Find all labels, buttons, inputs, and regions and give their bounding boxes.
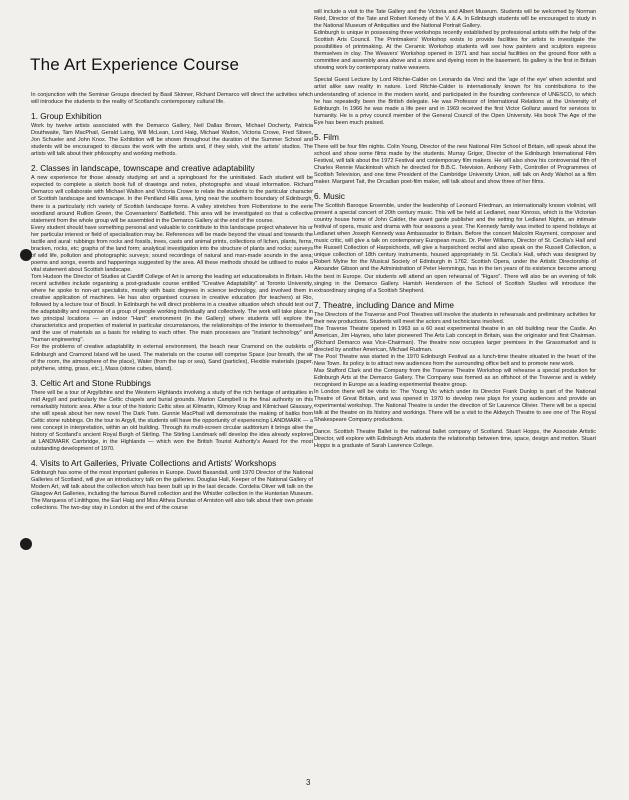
theatre-text-3: The Pool Theatre was started in the 1970 Edinburgh Festival as a lunch-time theatre situated in the heart of the New Town. Its policy is to attract new audiences from the surrounding office belt and to promote new work. — [314, 353, 596, 367]
music-text: The Scottish Baroque Ensemble, under the leadership of Leonard Friedman, an internationally known violinist, will present a special concert of 20th century music. This will be held at Ledlanet, near Kinross, which is the Victorian country house home of John Calder, the avant garde publisher and the setting for Ledlanet Nights, an intimate festival of opera, music and drama with four seasons a year. The Kennedy family was invited to spend holidays at Ledlanet when Joseph Kennedy was Ambassador to Britain. Before the concert Malcolm Rayment, composer and music critic, will give a talk on contemporary European music. Dr. Peter Williams, Director of St. Cecilia's Hall and the Russell Collection of Harpsichords, will give a harpsichord recital and also speak on the Russell Collection, a unique collection of 18th century instruments, housed appropriately in St. Cecilia's Hall, which was designed by Robert Mylne for the Musical Society of Edinburgh in 1762. Scottish Opera, under the Artistic Directorship of Alexander Gibson and the Administration of Peter Hemmings, has in the ten years of its existence become among the best in Europe. Our students will attend an open rehearsal of "Figaro". There will also be an evening of folk singing in the Demarco Gallery. Hamish Henderson of the School of Scottish Studies will introduce the extraordinary singing of a Scottish Shepherd. — [314, 203, 596, 294]
gallery-visits-text: Edinburgh has some of the most important galleries in Europe. David Baxandall, until 1970 Director of the National Galleries of Scotland, will give an introductory talk on the galleries. Douglas Hall, Keeper of the National Gallery of Modern Art, will talk about the collection which has been built up in the last decade. Cordelia Oliver will talk on the Glasgow Art Galleries, including the famous Burrell collection and the Whistler collection in the Hunterian Museum. The Marquess of Linlithgow, the Earl Haig and Miss Althea Dundas of Arniston will also talk about their own private collections. The two-day stay in London at the end of the course — [31, 470, 313, 512]
section-heading-landscape-classes: 2. Classes in landscape, townscape and creative adaptability — [31, 163, 255, 174]
landscape-text-4: For the problems of creative adaptability in external environment, the beach near Cramond on the outskirts of Edinburgh and Cramond Island will be used. The materials on the course will comprise Space (our breath, the air of the room, the atmosphere of the place), Water (from the tap or sea), Sand (particles), Flexible materials (paper, polythene, string, grass, etc.), Mass (stone cubes, island). — [31, 344, 313, 372]
page-title: The Art Experience Course — [30, 55, 240, 74]
binder-hole-bottom — [20, 538, 32, 550]
landscape-text-2: Every student should have something personal and valuable to contribute to this landscape project whatever his or her particular interest or field of specialisation may be. References will be made beyond the visual and towards the tactile and aural: rubbings from rocks and fossils, trees, casts and animal prints, collections of lichen, plants, ferns, bracken, rocks, etc; graphs of the land form; analytical investigation into the structure of plants and rocks; surveys of wild life, pollution and photographic surveys; sound recordings of natural and man-made sounds in the area; poems and songs, events and happenings suggested by the area. All these methods should be utilised to make a vital statement about Scottish landscape. — [31, 224, 313, 273]
section-heading-film: 5. Film — [314, 131, 339, 142]
celtic-art-text: There will be a tour of Argyllshire and the Western Highlands involving a study of the rich heritage of antiquities in mid Argyll and particularly the Celtic chapels and burial grounds. Marion Campbell is the final authority on this remarkably historic area. After a tour of the historic Celtic sites at Kilmartin, Kilmory Knap and Kilmichael Glassary, she will speak about her new novel The Dark Twin. Gunnie MacPhail will demonstrate the making of batiks from Celtic stone rubbings. On the tour to Argyll, the students will have the opportunity of experiencing LANDMARK — a new concept in interpretation, within an old building. Through its multi-screen circular auditorium it brings alive the history of Scotland's ancient Royal Burgh of Stirling. The Stirling Landmark will develop the idea already explored at LANDMARK Carrbridge, in the Highlands — which won the British Tourist Authority's Award for the most outstanding development of 1970. — [31, 389, 313, 453]
theatre-text-1: The Directors of the Traverse and Pool Theatres will involve the students in rehearsals and preliminary activities for their new productions. Students will meet the actors and technicians involved. — [314, 311, 596, 325]
group-exhibition-text: Work by twelve artists associated with the Demarco Gallery, Neil Dallas Brown, Michael Docherty, Patricia Douthwaite, Tam MacPhail, Gerald Laing, Will McLean, Lord Haig, Michael Walton, Victoria Crowe, Fred Stiven, Jon Schueler and John Knox. The Exhibition will be shown throughout the duration of the Summer School and students will be encouraged to discuss the work with the artists and, if they wish, visit the artists' studios. The artists will talk about their philosophy and working methods. — [31, 123, 313, 158]
special-lecture-text: Special Guest Lecture by Lord Ritchie-Calder on Leonardo da Vinci and the 'age of the eye' when scientist and artist alike saw reality in nature. Lord Ritchie-Calder is internationally known for his contributions to the understanding of science in the modern world, and participated in the founding conference of UNESCO, to which he has repeatedly been the British delegate. He was Professor of International Relations at the University of Edinburgh. In 1966 he was made a life peer and in 1969 received the first Victor Gollanz award for services to humanity. He is a privy council member of the General Council of the Open University. His book The Age of the Eye has been much praised. — [314, 77, 596, 126]
film-text: There will be four film nights. Colin Young, Director of the new National Film School of Britain, will speak about the school and show some films made by the students. Murray Grigor, Director of the Edinburgh International Film Festival, will talk about the 1972 Festival and contemporary film makers. He will also show his controversial film of Charles Rennie Mackintosh which he directed for B.B.C. Television. Anthony Firth, Controller of Programmes of Scottish Television, and one time President of the Cambridge University Union, will talk on Andy Warhol as a film maker. Margaret Tait, the Orcadian poet-film maker, will talk about and show three of her films. — [314, 143, 596, 185]
right-column — [314, 9, 596, 451]
intro-paragraph: In conjunction with the Seminar Groups directed by Basil Skinner, Richard Demarco will direct the activities which will introduce the students to the reality of Scotland's contemporary cultural life. — [31, 92, 313, 106]
section-heading-celtic-art: 3. Celtic Art and Stone Rubbings — [31, 377, 151, 388]
theatre-text-4: Max Stafford Clark and the Company from the Traverse Theatre Workshop will rehearse a special production for Edinburgh Arts at the Demarco Gallery. The Company was formed as an offshoot of the Traverse and is widely recognised in Europe as a leading experimental theatre group. — [314, 368, 596, 389]
dance-text: Dance. Scottish Theatre Ballet is the national ballet company of Scotland. Stuart Hopps, the Associate Artistic Director, will explore with Edinburgh Arts students the relationship between time, space, design and motion. Stuart Hopps is a graduate of Sarah Lawrence College. — [314, 429, 596, 450]
page-number: 3 — [306, 778, 311, 787]
section-heading-music: 6. Music — [314, 191, 345, 202]
left-column — [31, 92, 313, 512]
workshops-text: Edinburgh is unique in possessing three workshops recently established by professional artists with the help of the Scottish Arts Council. The Printmakers' Workshop exists to provide facilities for artists to investigate the possibilities of printmaking. At the Ceramic Workshop students will see how painters and sculptors express themselves in clay. The Weavers' Workshop opened in 1971 and has social facilities on the ground floor with a committee and assembly area above and a store and dyeing room in the basement. Its gallery is the first in Britain showing work by contemporary native weavers. — [314, 30, 596, 72]
theatre-text-2: The Traverse Theatre opened in 1963 as a 60 seat experimental theatre in an old building near the Castle. An American, Jim Haynes, who later pioneered The Arts Lab concept in Britain, was the originator and first Chairman. (Richard Demarco was Vice-Chairman). The theatre now occupies larger premises in the Grassmarket and is directed by another American, Michael Rudman. — [314, 325, 596, 353]
gallery-visits-continued: will include a visit to the Tate Gallery and the Victoria and Albert Museum. Students will be welcomed by Norman Reid, Director of the Tate and Robert Kenedy of the V. & A. In Edinburgh students will be encouraged to study in the National Museum of Antiquities and the National Portrait Gallery. — [314, 9, 596, 30]
landscape-text-3: Tom Hudson the Director of Studies at Cardiff College of Art is among the leading art educationalists in Britain. His recent activities include organising a post-graduate course entitled "Creative Adaptability" at Toronto University, where he spoke to non-art specialists, mostly with basic degrees in science technology, and involved them in creative application of machines. He has also organised courses in creative education (for teachers) at Rio, followed by a lecture tour of Brazil. In Edinburgh he will direct problems in a creative situation which should test out the adaptability and response of a group of people working individually and collectively. The work will take place in two principal locations — an indoor "Hard" environment (in the Gallery) where students will explore the characteristics and properties of material in particular circumstances, the relationships of the interior to themselves and the use of materials as a basis for relating to each other. The main processes are "instant technology" and "human engineering". — [31, 273, 313, 344]
theatre-text-5: In London there will be visits to: The Young Vic which under its Director Frank Dunlop is part of the National Theatre of Great Britain, and was opened in 1970 to develop new plays for young audiences and provide an experimental workshop. The National Theatre is under the direction of Sir Laurence Olivier. There will be a special talk at the theatre on its history and workings. There will be a visit to the Aldwych Theatre to see one of The Royal Shakespeare Company productions. — [314, 389, 596, 424]
section-heading-group-exhibition: 1. Group Exhibition — [31, 111, 102, 122]
section-heading-theatre: 7. Theatre, including Dance and Mime — [314, 299, 455, 310]
section-heading-gallery-visits: 4. Visits to Art Galleries, Private Collections and Artists' Workshops — [31, 458, 277, 469]
landscape-text-1: A new experience for those already studying art and a springboard for the uninitiated. Each student will be expected to complete a sketch book full of drawings and notes, photographs and visual information. Richard Demarco will collaborate with Michael Walton and Victoria Crowe to relate the students to the particular character of Scottish landscape and townscape. In the Pentland Hills area, lying near the southern boundary of Edinburgh, there is a particularly rich variety of Scottish landscape forms. A valley stretches from Flotterstone to the eerie woodland around Rullion Green, the Covenanters' Battlefield. This area will be investigated so that a collective statement from the whole group will be assembled in the Demarco Gallery at the end of the course. — [31, 175, 313, 224]
